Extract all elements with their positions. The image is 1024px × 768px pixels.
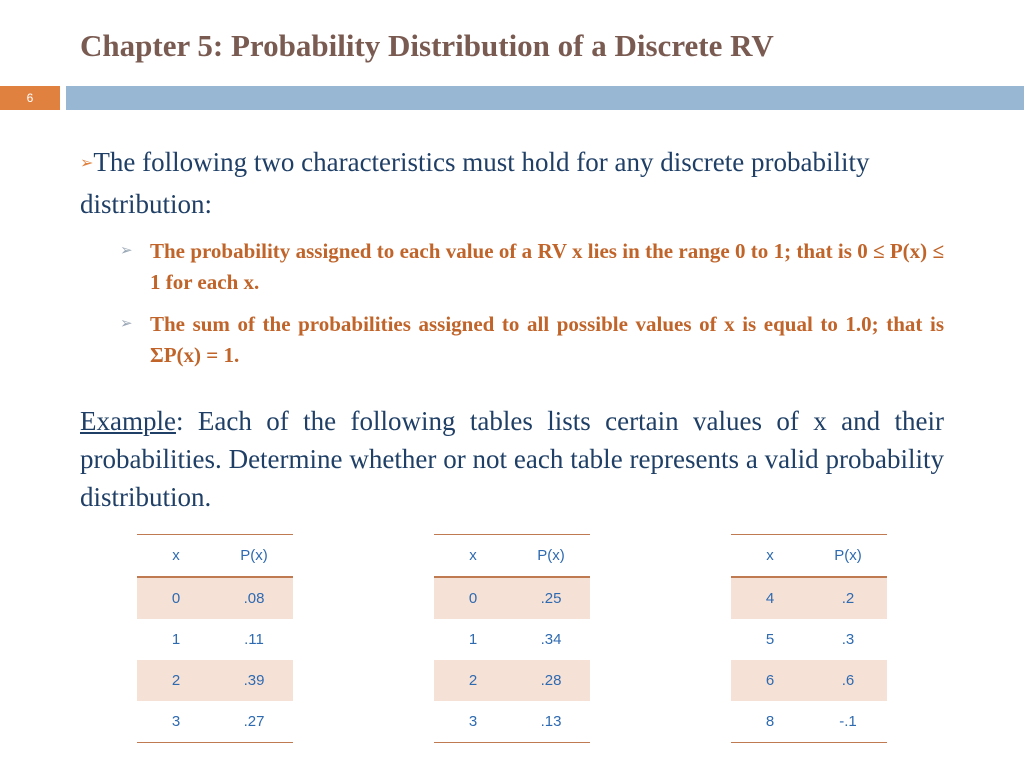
cell-px: .6 (809, 660, 887, 701)
cell-px: .27 (243, 713, 265, 730)
arrowhead-right-icon: ➢ (120, 316, 133, 332)
sub-bullet-range (118, 236, 944, 298)
table-row (434, 660, 590, 701)
table-row (434, 701, 590, 743)
cell-px: .39 (215, 660, 293, 701)
header-x: x (766, 547, 774, 564)
sub-bullet-text: The probability assigned to each value of a RV x lies in the range 0 to 1; that is 0 ≤ P(x) ≤ 1 for each x. (150, 239, 944, 294)
main-bullet (80, 142, 950, 224)
sub-bullet-text: The sum of the probabilities assigned to all possible values of x is equal to 1.0; that is ΣP(x) = 1. (150, 312, 944, 367)
header-px: P(x) (240, 547, 268, 564)
header-x: x (172, 547, 180, 564)
cell-x: 2 (137, 660, 215, 701)
table-row (731, 701, 887, 743)
cell-x: 0 (137, 577, 215, 619)
cell-x: 2 (434, 660, 512, 701)
cell-px: -.1 (839, 713, 857, 730)
table-row (731, 577, 887, 619)
table-header-row (731, 535, 887, 578)
table-row (434, 619, 590, 660)
cell-x: 3 (468, 713, 478, 730)
table-header-row (137, 535, 293, 578)
cell-x: 8 (765, 713, 775, 730)
cell-x: 4 (731, 577, 809, 619)
example-text: : Each of the following tables lists certain values of x and their probabilities. Determine whether or not each table represents a valid probability distribution. (80, 406, 944, 512)
table-row (137, 619, 293, 660)
header-px: P(x) (834, 547, 862, 564)
cell-x: 1 (171, 631, 181, 648)
header-bar (66, 86, 1024, 110)
main-bullet-text: The following two characteristics must hold for any discrete probability distribution: (80, 147, 870, 219)
probability-table-2 (434, 534, 590, 743)
cell-x: 5 (765, 631, 775, 648)
table-row (137, 660, 293, 701)
probability-table-1 (137, 534, 293, 743)
slide-title: Chapter 5: Probability Distribution of a Discrete RV (80, 28, 774, 63)
table-row (731, 660, 887, 701)
cell-px: .2 (809, 577, 887, 619)
slide-number: 6 (0, 86, 60, 110)
cell-px: .08 (215, 577, 293, 619)
cell-px: .13 (540, 713, 562, 730)
table-header-row (434, 535, 590, 578)
table-row (137, 701, 293, 743)
arrowhead-right-icon: ➢ (80, 155, 94, 172)
cell-x: 6 (731, 660, 809, 701)
table-row (434, 577, 590, 619)
cell-px: .11 (244, 631, 264, 648)
cell-px: .3 (841, 631, 855, 648)
table-row (731, 619, 887, 660)
example-paragraph (80, 402, 944, 516)
table-row (137, 577, 293, 619)
cell-px: .28 (512, 660, 590, 701)
arrowhead-right-icon: ➢ (120, 243, 133, 259)
example-label: Example (80, 406, 176, 436)
cell-x: 0 (434, 577, 512, 619)
cell-px: .25 (512, 577, 590, 619)
sub-bullet-sum (118, 309, 944, 371)
header-px: P(x) (537, 547, 565, 564)
cell-x: 3 (171, 713, 181, 730)
header-x: x (469, 547, 477, 564)
cell-x: 1 (468, 631, 478, 648)
cell-px: .34 (540, 631, 562, 648)
probability-table-3 (731, 534, 887, 743)
